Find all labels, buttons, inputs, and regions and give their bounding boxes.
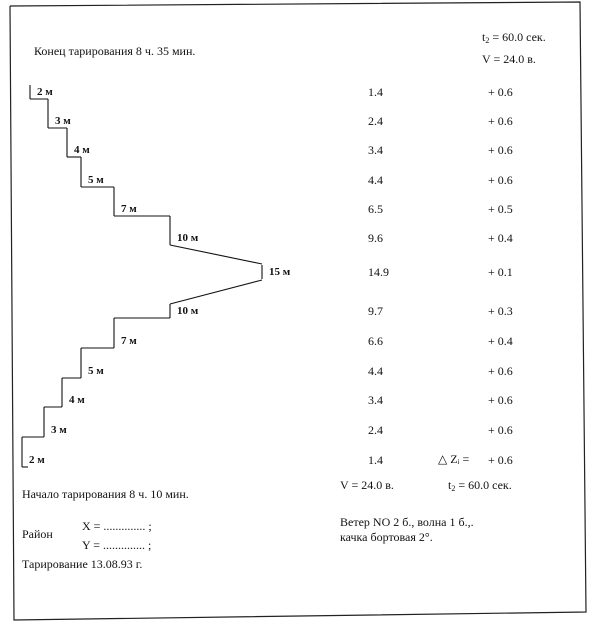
t2-bottom: $t_2 = 60.0$ сек.	[448, 478, 512, 493]
reading-value: 2.4	[368, 423, 383, 437]
weather-line-1: Ветер NO 2 б., волна 1 б.,.	[340, 515, 474, 529]
reading-value: 4.4	[368, 364, 383, 378]
depth-label: 4 м	[69, 394, 85, 406]
depth-label: 7 м	[121, 203, 137, 215]
profile-segment	[170, 245, 262, 264]
region-label: Район	[22, 527, 53, 541]
depth-label: 4 м	[74, 144, 90, 156]
x-coordinate-line: X = .............. ;	[82, 519, 152, 533]
delta-z-label: △ Zᵢ =	[438, 452, 470, 466]
depth-label: 5 м	[88, 365, 104, 377]
reading-value: 6.6	[368, 334, 383, 348]
correction-value: + 0.6	[488, 423, 513, 437]
y-coordinate-line: Y = .............. ;	[82, 538, 152, 552]
reading-value: 9.7	[368, 304, 383, 318]
t2-top: $t_2 = 60.0$ сек.	[482, 30, 546, 45]
end-calibration-text: Конец тарирования 8 ч. 35 мин.	[34, 44, 196, 58]
reading-value: 1.4	[368, 453, 383, 467]
depth-label: 5 м	[88, 174, 104, 186]
start-calibration-text: Начало тарирования 8 ч. 10 мин.	[22, 487, 189, 501]
correction-value: + 0.6	[488, 393, 513, 407]
depth-label: 10 м	[177, 305, 199, 317]
depth-label: 15 м	[269, 266, 291, 278]
v-bottom: V = 24.0 в.	[340, 478, 394, 492]
correction-value: + 0.6	[488, 173, 513, 187]
calibration-date: Тарирование 13.08.93 г.	[22, 557, 143, 571]
reading-value: 9.6	[368, 231, 383, 245]
reading-value: 14.9	[368, 265, 389, 279]
reading-value: 4.4	[368, 173, 383, 187]
depth-label: 10 м	[177, 232, 199, 244]
reading-value: 6.5	[368, 202, 383, 216]
correction-value: + 0.6	[488, 114, 513, 128]
correction-value: + 0.6	[488, 85, 513, 99]
profile-segment	[170, 280, 262, 304]
v-top: V = 24.0 в.	[482, 52, 536, 66]
correction-value: + 0.6	[488, 453, 513, 467]
correction-value: + 0.4	[488, 231, 513, 245]
depth-label: 3 м	[51, 424, 67, 436]
reading-value: 3.4	[368, 143, 383, 157]
correction-value: + 0.3	[488, 304, 513, 318]
reading-value: 3.4	[368, 393, 383, 407]
correction-value: + 0.6	[488, 364, 513, 378]
reading-value: 1.4	[368, 85, 383, 99]
correction-value: + 0.1	[488, 265, 513, 279]
correction-value: + 0.5	[488, 202, 513, 216]
reading-value: 2.4	[368, 114, 383, 128]
weather-line-2: качка бортовая 2°.	[340, 530, 433, 544]
correction-value: + 0.6	[488, 143, 513, 157]
depth-label: 7 м	[121, 335, 137, 347]
depth-label: 3 м	[55, 115, 71, 127]
depth-label: 2 м	[29, 454, 45, 466]
correction-value: + 0.4	[488, 334, 513, 348]
depth-label: 2 м	[37, 86, 53, 98]
